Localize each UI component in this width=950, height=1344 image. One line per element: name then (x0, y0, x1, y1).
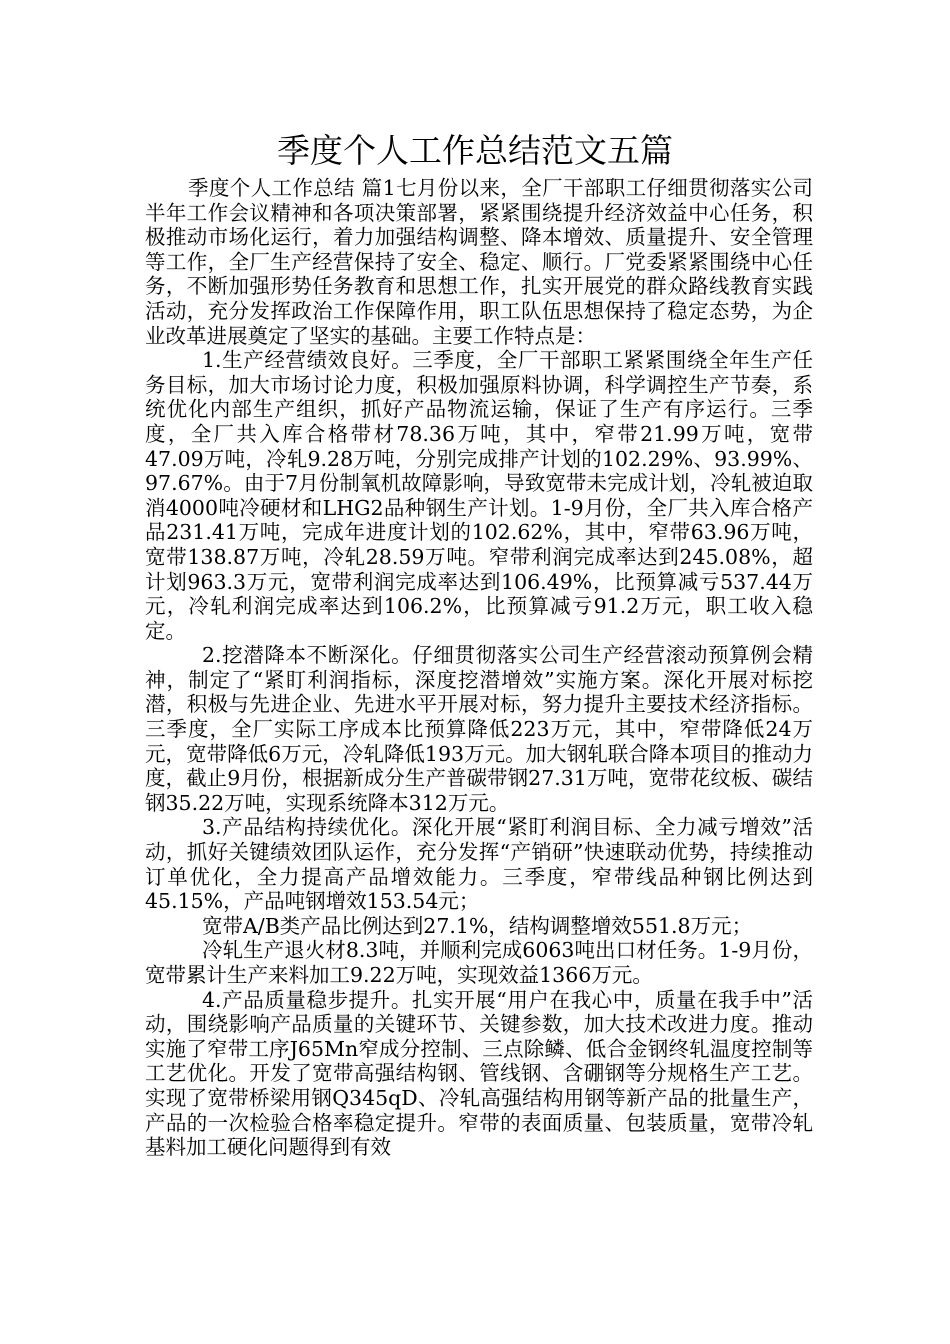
document-title: 季度个人工作总结范文五篇 (277, 131, 673, 170)
paragraph-wide-strip: 宽带A/B类产品比例达到27.1%，结构调整增效551.8万元； (202, 913, 753, 938)
paragraph-intro: 季度个人工作总结 篇1七月份以来，全厂干部职工仔细贯彻落实公司半年工作会议精神和各项决策部署，紧紧围绕提升经济效益中心任务，积极推动市场化运行，着力加强结构调整、降本增效、质量提升、安全管理等工作，全厂生产经营保持了安全、稳定、顺行。厂党委紧紧围绕中心任务，不断加强形势任务教育和思想工作，扎实开展党的群众路线教育实践活动，充分发挥政治工作保障作用，职工队伍思想保持了稳定态势，为企业改革进展奠定了坚实的基础。主要工作特点是： (145, 176, 813, 348)
paragraph-production: 1.生产经营绩效良好。三季度，全厂干部职工紧紧围绕全年生产任务目标，加大市场讨论力度，积极加强原料协调，科学调控生产节奏，系统优化内部生产组织，抓好产品物流运输，保证了生产有序运行。三季度，全厂共入库合格带材78.36万吨，其中，窄带21.99万吨，宽带47.09万吨，冷轧9.28万吨，分别完成排产计划的102.29%、93.99%、97.67%。由于7月份制氧机故障影响，导致宽带未完成计划，冷轧被迫取消4000吨冷硬材和LHG2品种钢生产计划。1-9月份，全厂共入库合格产品231.41万吨，完成年进度计划的102.62%，其中，窄带63.96万吨，宽带138.87万吨，冷轧28.59万吨。窄带利润完成率达到245.08%，超计划963.3万元，宽带利润完成率达到106.49%，比预算减亏537.44万元，冷轧利润完成率达到106.2%，比预算减亏91.2万元，职工收入稳定。 (145, 348, 813, 643)
paragraph-cost-reduction: 2.挖潜降本不断深化。仔细贯彻落实公司生产经营滚动预算例会精神，制定了“紧盯利润指标，深度挖潜增效”实施方案。深化开展对标挖潜，积极与先进企业、先进水平开展对标，努力提升主要技术经济指标。三季度，全厂实际工序成本比预算降低223万元，其中，窄带降低24万元，宽带降低6万元，冷轧降低193万元。加大钢轧联合降本项目的推动力度，截止9月份，根据新成分生产普碳带钢27.31万吨，宽带花纹板、碳结钢35.22万吨，实现系统降本312万元。 (145, 643, 813, 815)
paragraph-product-structure: 3.产品结构持续优化。深化开展“紧盯利润目标、全力减亏增效”活动，抓好关键绩效团队运作，充分发挥“产销研”快速联动优势，持续推动订单优化，全力提高产品增效能力。三季度，窄带线品种钢比例达到45.15%，产品吨钢增效153.54元； (145, 815, 813, 914)
document-body (145, 176, 813, 1160)
paragraph-cold-rolling: 冷轧生产退火材8.3吨，并顺利完成6063吨出口材任务。1-9月份，宽带累计生产来料加工9.22万吨，实现效益1366万元。 (145, 938, 813, 987)
paragraph-quality: 4.产品质量稳步提升。扎实开展“用户在我心中，质量在我手中”活动，围绕影响产品质量的关键环节、关键参数，加大技术改进力度。推动实施了窄带工序J65Mn窄成分控制、三点除鳞、低合金钢终轧温度控制等工艺优化。开发了宽带高强结构钢、管线钢、含硼钢等分规格生产工艺。实现了宽带桥梁用钢Q345qD、冷轧高强结构用钢等新产品的批量生产，产品的一次检验合格率稳定提升。窄带的表面质量、包装质量，宽带冷轧基料加工硬化问题得到有效 (145, 987, 813, 1160)
